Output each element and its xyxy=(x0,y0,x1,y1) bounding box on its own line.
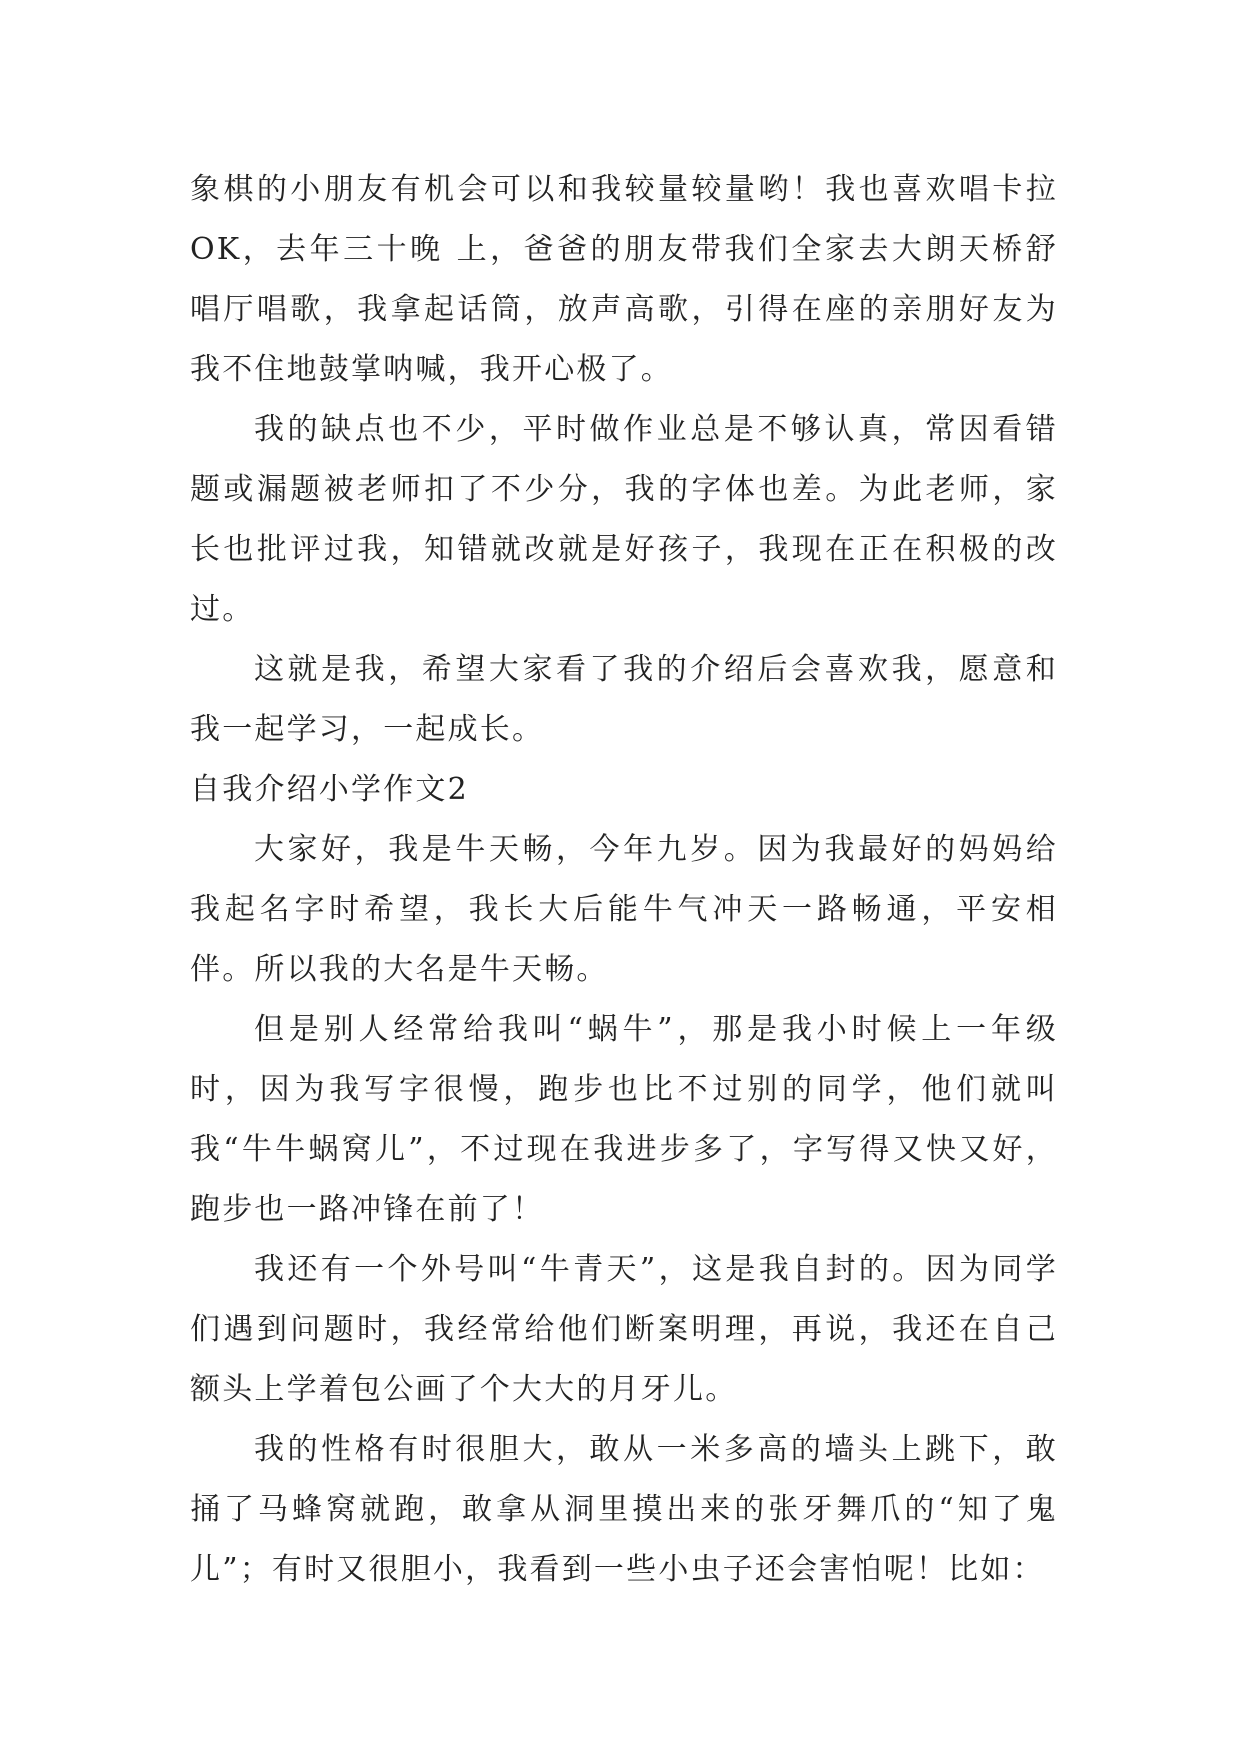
paragraph: 象棋的小朋友有机会可以和我较量较量哟！我也喜欢唱卡拉OK，去年三十晚 上，爸爸的朋友带我们全家去大朗天桥舒唱厅唱歌，我拿起话筒，放声高歌，引得在座的亲朋好友为我不住地鼓掌呐喊，我开心极了。 xyxy=(190,172,1058,387)
paragraph: 但是别人经常给我叫“蜗牛”，那是我小时候上一年级时，因为我写字很慢，跑步也比不过别的同学，他们就叫我“牛牛蜗窝儿”，不过现在我进步多了，字写得又快又好，跑步也一路冲锋在前了！ xyxy=(190,1012,1058,1227)
section-heading: 自我介绍小学作文2 xyxy=(190,772,469,807)
paragraph: 大家好，我是牛天畅，今年九岁。因为我最好的妈妈给我起名字时希望，我长大后能牛气冲天一路畅通，平安相伴。所以我的大名是牛天畅。 xyxy=(190,832,1058,987)
document-body xyxy=(190,160,1058,1600)
paragraph: 这就是我，希望大家看了我的介绍后会喜欢我，愿意和我一起学习，一起成长。 xyxy=(190,652,1058,747)
paragraph: 我还有一个外号叫“牛青天”，这是我自封的。因为同学们遇到问题时，我经常给他们断案明理，再说，我还在自己额头上学着包公画了个大大的月牙儿。 xyxy=(190,1252,1058,1407)
paragraph: 我的性格有时很胆大，敢从一米多高的墙头上跳下，敢捅了马蜂窝就跑，敢拿从洞里摸出来的张牙舞爪的“知了鬼儿”；有时又很胆小，我看到一些小虫子还会害怕呢！比如： xyxy=(190,1432,1058,1587)
paragraph: 我的缺点也不少，平时做作业总是不够认真，常因看错题或漏题被老师扣了不少分，我的字体也差。为此老师，家长也批评过我，知错就改就是好孩子，我现在正在积极的改过。 xyxy=(190,412,1058,627)
